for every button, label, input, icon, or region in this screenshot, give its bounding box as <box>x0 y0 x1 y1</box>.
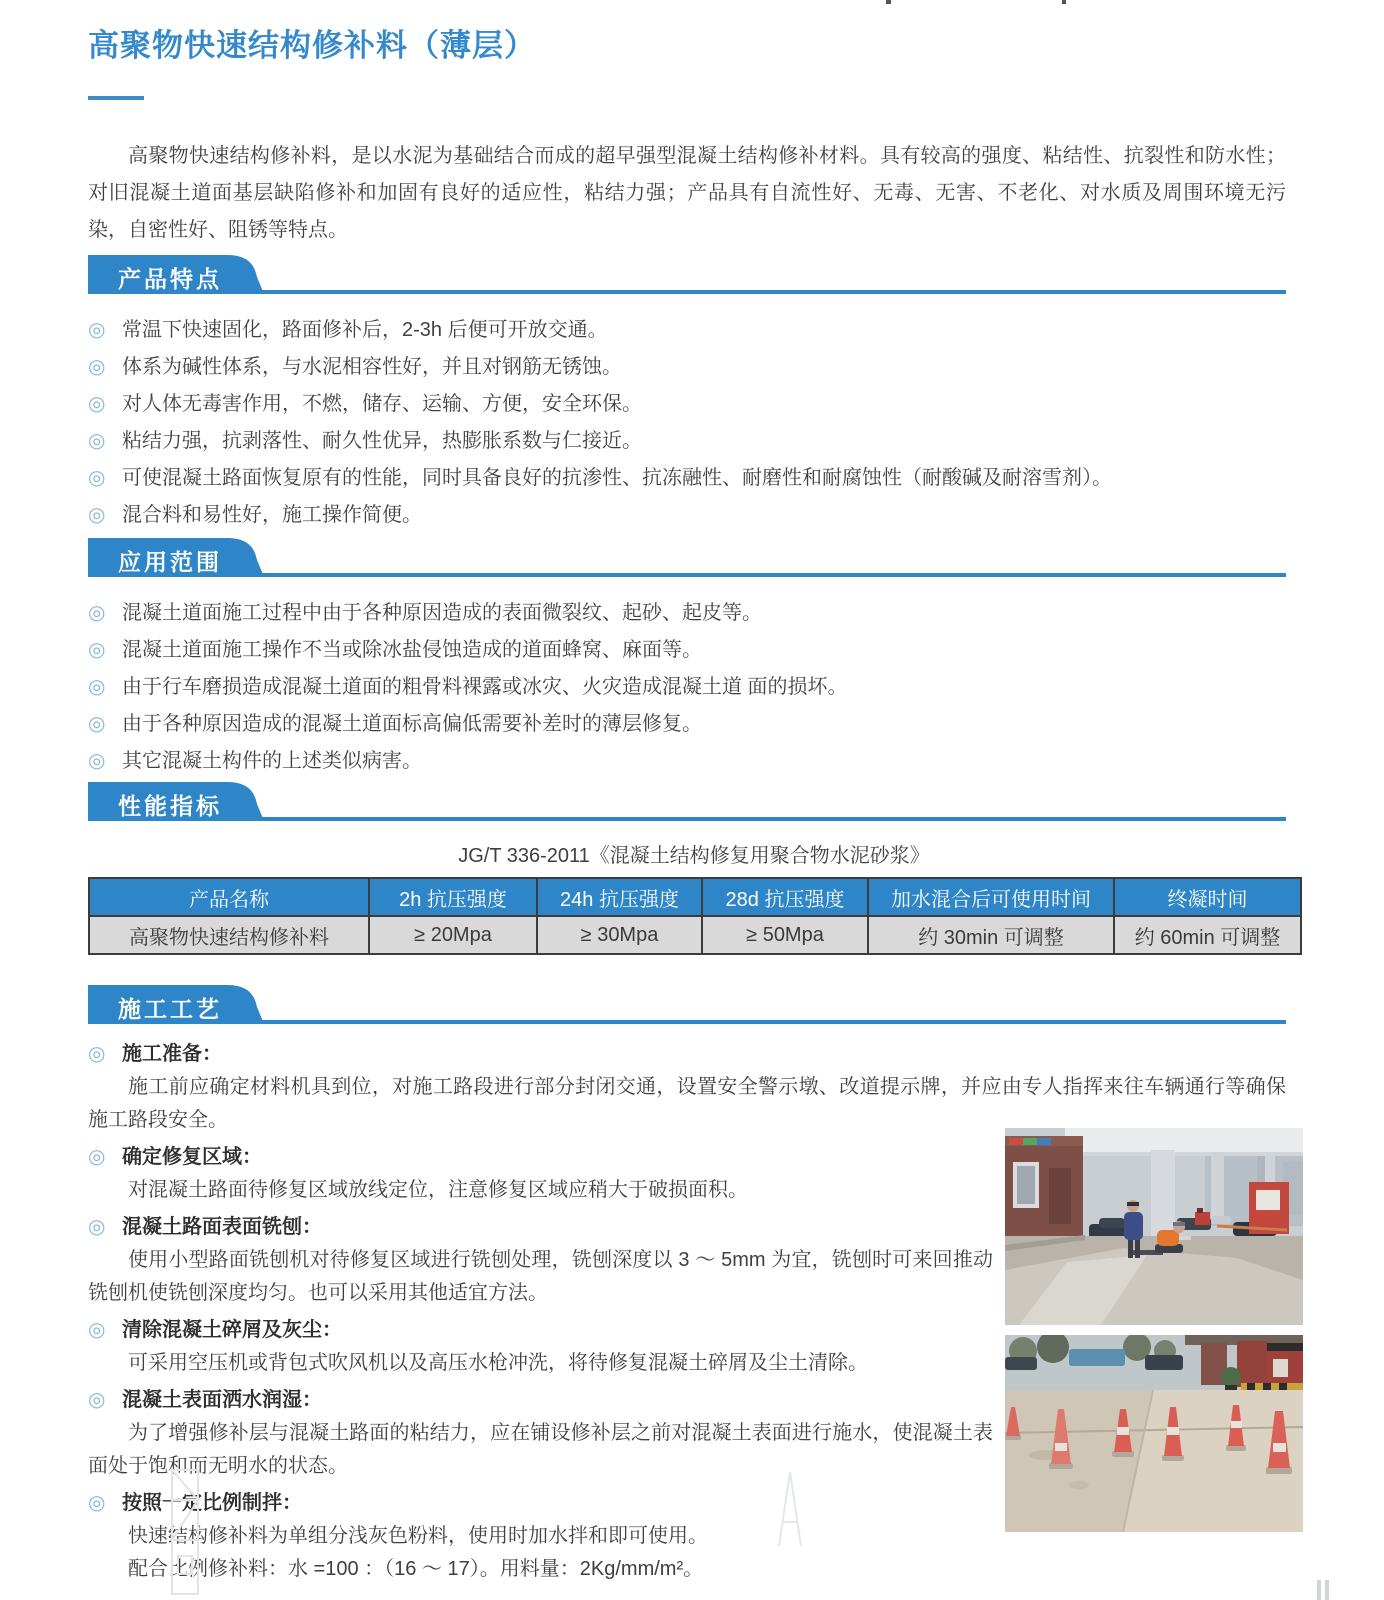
process-step <box>88 1038 1286 1137</box>
section-title: 应用范围 <box>118 549 222 575</box>
section-header-process <box>88 985 1286 1028</box>
table-cell: ≥ 30Mpa <box>537 916 702 954</box>
bullet-icon: ◎ <box>88 1216 106 1238</box>
table-cell: ≥ 20Mpa <box>369 916 537 954</box>
step-title-text: 清除混凝土碎屑及灰尘： <box>122 1319 342 1341</box>
list-item-text: 由于各种原因造成的混凝土道面标高偏低需要补差时的薄层修复。 <box>122 713 702 735</box>
step-body: 为了增强修补层与混凝土路面的粘结力，应在铺设修补层之前对混凝土表面进行施水，使混凝土表面处于饱和而无明水的状态。 <box>88 1422 993 1477</box>
section-badge <box>88 538 264 577</box>
bullet-icon: ◎ <box>88 639 106 661</box>
list-item <box>88 423 1286 460</box>
process-step <box>88 1141 993 1207</box>
bullet-icon: ◎ <box>88 1389 106 1411</box>
section-title: 施工工艺 <box>118 996 222 1022</box>
column-header: 加水混合后可使用时间 <box>868 878 1114 916</box>
section-header-features <box>88 255 1286 298</box>
step-title-text: 按照一定比例制拌： <box>122 1492 302 1514</box>
list-item-text: 混凝土道面施工过程中由于各种原因造成的表面微裂纹、起砂、起皮等。 <box>122 602 762 624</box>
step-title-text: 确定修复区域： <box>122 1146 262 1168</box>
column-header: 2h 抗压强度 <box>369 878 537 916</box>
list-item <box>88 669 1286 706</box>
list-item-text: 其它混凝土构件的上述类似病害。 <box>122 750 422 772</box>
bullet-icon: ◎ <box>88 356 106 378</box>
list-item <box>88 497 1286 534</box>
list-item <box>88 632 1286 669</box>
table-cell: 约 60min 可调整 <box>1114 916 1301 954</box>
list-item <box>88 312 1286 349</box>
bullet-icon: ◎ <box>88 713 106 735</box>
bullet-icon: ◎ <box>88 1146 106 1168</box>
column-header: 终凝时间 <box>1114 878 1301 916</box>
table-header-row <box>89 878 1301 916</box>
list-item <box>88 349 1286 386</box>
section-rule <box>88 817 1286 821</box>
process-step <box>88 1211 993 1310</box>
bullet-icon: ◎ <box>88 676 106 698</box>
step-body: 配合比例修补料：水 =100 ：（16 ～ 17）。用料量：2Kg/mm/m²。 <box>128 1558 704 1580</box>
step-title <box>88 1211 993 1244</box>
step-body: 使用小型路面铣刨机对待修复区域进行铣刨处理，铣刨深度以 3 ～ 5mm 为宜，铣刨时可来回推动铣刨机使铣刨深度均匀。也可以采用其他适宜方法。 <box>88 1249 993 1304</box>
section-badge <box>88 985 264 1024</box>
step-body: 可采用空压机或背包式吹风机以及高压水枪冲洗，将待修复混凝土碎屑及尘土清除。 <box>128 1352 868 1374</box>
step-body: 对混凝土路面待修复区域放线定位，注意修复区域应稍大于破损面积。 <box>128 1179 748 1201</box>
bullet-icon: ◎ <box>88 602 106 624</box>
list-item <box>88 460 1286 497</box>
section-rule <box>88 573 1286 577</box>
step-title <box>88 1384 993 1417</box>
title-dash <box>88 96 144 100</box>
step-title <box>88 1038 1286 1071</box>
intro-paragraph: 高聚物快速结构修补料，是以水泥为基础结合而成的超早强型混凝土结构修补材料。具有较高的强度、粘结性、抗裂性和防水性；对旧混凝土道面基层缺陷修补和加固有良好的适应性，粘结力强；产品具有自流性好、无毒、无害、不老化、对水质及周围环境无污染，自密性好、阻锈等特点。 <box>88 145 1286 241</box>
list-item-text: 由于行车磨损造成混凝土道面的粗骨料裸露或冰灾、火灾造成混凝土道 面的损坏。 <box>122 676 848 698</box>
process-step <box>88 1314 993 1380</box>
applications-list <box>88 595 1286 780</box>
list-item-text: 混凝土道面施工操作不当或除冰盐侵蚀造成的道面蜂窝、麻面等。 <box>122 639 702 661</box>
step-body: 施工前应确定材料机具到位，对施工路段进行部分封闭交通，设置安全警示墩、改道提示牌，并应由专人指挥来往车辆通行等确保施工路段安全。 <box>88 1076 1286 1131</box>
photo-repaired-pavement-cones <box>1005 1335 1303 1532</box>
bullet-icon: ◎ <box>88 1043 106 1065</box>
bullet-icon: ◎ <box>88 430 106 452</box>
table-cell: 高聚物快速结构修补料 <box>89 916 369 954</box>
table-cell: 约 30min 可调整 <box>868 916 1114 954</box>
process-step <box>88 1384 993 1483</box>
bullet-icon: ◎ <box>88 750 106 772</box>
photo-illustration <box>1005 1128 1303 1325</box>
bullet-icon: ◎ <box>88 1319 106 1341</box>
list-item-text: 对人体无毒害作用，不燃，储存、运输、方便，安全环保。 <box>122 393 642 415</box>
section-rule <box>88 1020 1286 1024</box>
column-header: 24h 抗压强度 <box>537 878 702 916</box>
photo-pavement-repair-work <box>1005 1128 1303 1325</box>
column-header: 28d 抗压强度 <box>702 878 868 916</box>
bullet-icon: ◎ <box>88 1492 106 1514</box>
list-item <box>88 743 1286 780</box>
step-title <box>88 1141 993 1174</box>
list-item <box>88 386 1286 423</box>
section-badge <box>88 255 264 294</box>
table-row <box>89 916 1301 954</box>
step-title-text: 施工准备： <box>122 1043 222 1065</box>
bullet-icon: ◎ <box>88 319 106 341</box>
section-header-applications <box>88 538 1286 581</box>
bullet-icon: ◎ <box>88 393 106 415</box>
list-item-text: 可使混凝土路面恢复原有的性能，同时具备良好的抗渗性、抗冻融性、耐磨性和耐腐蚀性（耐酸碱及耐溶雪剂）。 <box>122 467 1112 489</box>
list-item <box>88 595 1286 632</box>
list-item-text: 常温下快速固化，路面修补后，2-3h 后便可开放交通。 <box>122 319 608 341</box>
section-header-performance <box>88 782 1286 825</box>
section-badge <box>88 782 264 821</box>
list-item-text: 粘结力强，抗剥落性、耐久性优异，热膨胀系数与仁接近。 <box>122 430 642 452</box>
performance-table <box>88 877 1302 955</box>
column-header: 产品名称 <box>89 878 369 916</box>
step-body: 快速结构修补料为单组分浅灰色粉料，使用时加水拌和即可使用。 <box>128 1525 708 1547</box>
step-title <box>88 1487 993 1520</box>
step-title <box>88 1314 993 1347</box>
list-item-text: 混合料和易性好，施工操作简便。 <box>122 504 422 526</box>
list-item <box>88 706 1286 743</box>
section-title: 产品特点 <box>118 266 222 292</box>
step-title-text: 混凝土路面表面铣刨： <box>122 1216 322 1238</box>
standard-caption: JG/T 336-2011《混凝土结构修复用聚合物水泥砂浆》 <box>458 845 930 867</box>
bullet-icon: ◎ <box>88 504 106 526</box>
step-title-text: 混凝土表面洒水润湿： <box>122 1389 322 1411</box>
features-list <box>88 312 1286 534</box>
section-title: 性能指标 <box>118 793 222 819</box>
list-item-text: 体系为碱性体系，与水泥相容性好，并且对钢筋无锈蚀。 <box>122 356 622 378</box>
page-title: 高聚物快速结构修补料（薄层） <box>88 28 536 63</box>
table-cell: ≥ 50Mpa <box>702 916 868 954</box>
watermark-sketch <box>1315 1580 1331 1600</box>
section-rule <box>88 290 1286 294</box>
process-step <box>88 1487 993 1586</box>
photo-illustration <box>1005 1335 1303 1532</box>
bullet-icon: ◎ <box>88 467 106 489</box>
